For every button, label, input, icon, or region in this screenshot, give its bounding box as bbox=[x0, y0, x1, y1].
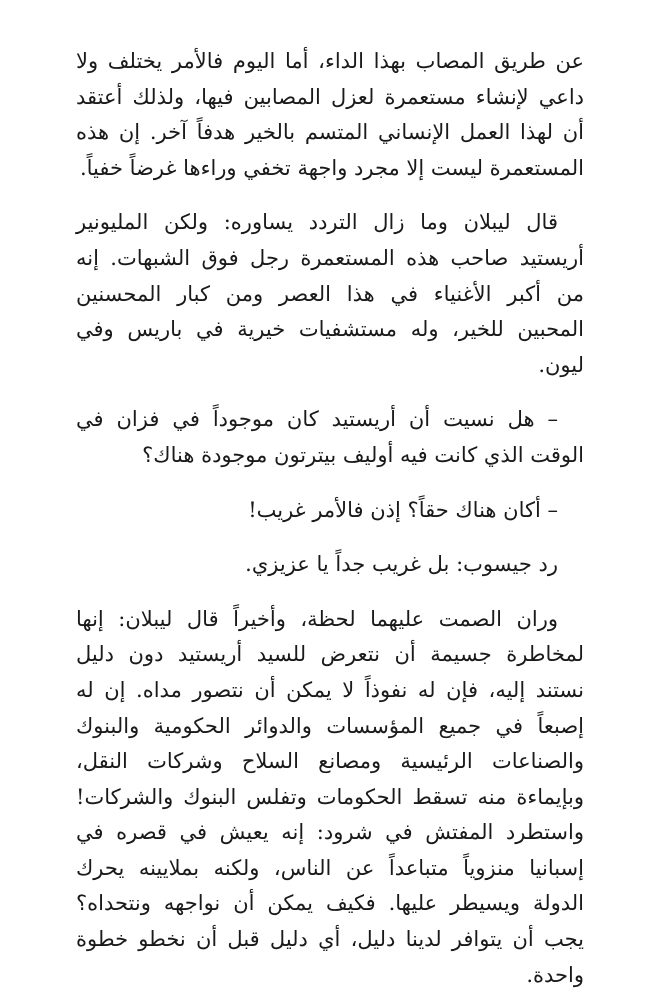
paragraph-leblanc-hesitation: قال ليبلان وما زال التردد يساوره: ولكن المليونير أريستيد صاحب هذه المستعمرة رجل فوق الشبهات. إنه من أكبر الأغنياء في هذا العصر ومن كبار المحسنين المحبين للخير، وله مستشفيات خيرية في باريس وفي ليون. bbox=[76, 210, 584, 377]
paragraph-silence: وران الصمت عليهما لحظة، وأخيراً قال ليبلان: إنها لمخاطرة جسيمة أن نتعرض للسيد أريستيد دون دليل نستند إليه، فإن له نفوذاً لا يمكن أن نتصور مداه. إن له إصبعاً في جميع المؤسسات والدوائر الحكومية والبنوك والصناعات الرئيسية ومصانع السلاح وشركات النقل، وبإيماءة منه تسقط الحكومات وتفلس البنوك والشركات! واستطرد المفتش في شرود: إنه يعيش في قصره في إسبانيا منزوياً متباعداً عن الناس، ولكنه بملايينه يحرك الدولة ويسيطر عليها. فكيف يمكن أن نواجهه ونتحداه؟ يجب أن يتوافر لدينا دليل، أي دليل قبل أن نخطو خطوة واحدة. bbox=[76, 606, 584, 987]
dialogue-line-fezzan: – هل نسيت أن أريستيد كان موجوداً في فزان في الوقت الذي كانت فيه أوليف بيترتون موجودة هناك؟ bbox=[76, 407, 584, 467]
page-body bbox=[76, 44, 584, 993]
dialogue-line-strange: – أكان هناك حقاً؟ إذن فالأمر غريب! bbox=[248, 497, 558, 522]
paragraph-continuation: عن طريق المصاب بهذا الداء، أما اليوم فالأمر يختلف ولا داعي لإنشاء مستعمرة لعزل المصابين فيها، ولذلك أعتقد أن لهذا العمل الإنساني المتسم بالخير هدفاً آخر. إن هذه المستعمرة ليست إلا مجرد واجهة تخفي وراءها غرضاً خفياً. bbox=[76, 49, 584, 180]
dialogue-line-jessop-reply: رد جيسوب: بل غريب جداً يا عزيزي. bbox=[245, 552, 558, 577]
